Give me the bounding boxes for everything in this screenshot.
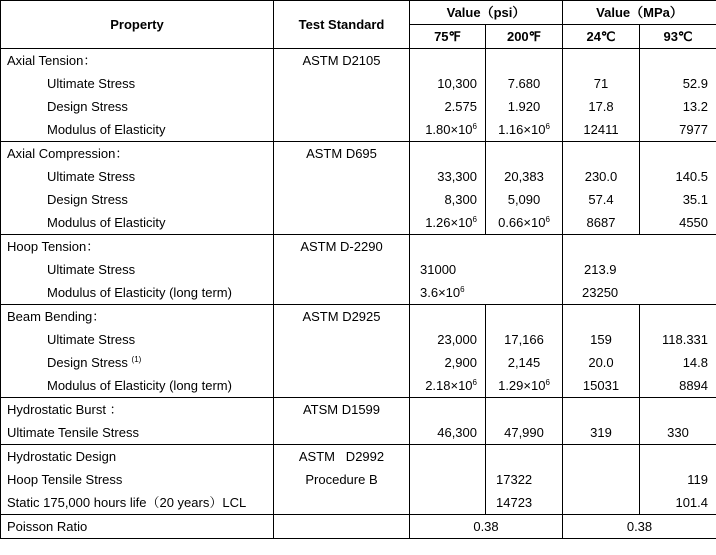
value-24c: 17.8 — [563, 95, 640, 118]
poisson-ratio-row — [1, 515, 716, 539]
value-75f: $1.26\times 10^6$ — [410, 211, 486, 235]
row-label: Modulus of Elasticity (long term) — [1, 374, 274, 398]
row-label: Ultimate Stress — [1, 165, 274, 188]
header-temp-93c: 93℃ — [640, 25, 716, 49]
value-200f: 17322 — [486, 468, 563, 491]
section-axial-tension — [1, 49, 716, 73]
section-title: Axial Tension： — [1, 49, 274, 73]
row-label: Design Stress — [1, 188, 274, 211]
test-standard: ASTM D2925 — [274, 305, 410, 398]
value-mpa: 213.9 — [563, 258, 716, 281]
test-standard: ATSM D1599 — [274, 398, 410, 445]
value-200f: $1.16\times 10^6$ — [486, 118, 563, 142]
value-75f: $2.18\times 10^6$ — [410, 374, 486, 398]
row-label: Modulus of Elasticity (long term) — [1, 281, 274, 305]
value-mpa: 23250 — [563, 281, 716, 305]
value-75f: 2,900 — [410, 351, 486, 374]
row-label: Ultimate Stress — [1, 258, 274, 281]
value-93c: 118.331 — [640, 328, 716, 351]
section-title: Hydrostatic Burst ： — [1, 398, 274, 422]
row-label: Ultimate Stress — [1, 328, 274, 351]
test-standard: ASTM D695 — [274, 142, 410, 235]
value-93c: 8894 — [640, 374, 716, 398]
value-93c: 35.1 — [640, 188, 716, 211]
test-standard: ASTM D2105 — [274, 49, 410, 142]
value-24c: 8687 — [563, 211, 640, 235]
value-200f: 1.920 — [486, 95, 563, 118]
value-24c: 71 — [563, 72, 640, 95]
value-mpa: 0.38 — [563, 515, 716, 539]
row-label: Poisson Ratio — [1, 515, 274, 539]
row-label: Modulus of Elasticity — [1, 211, 274, 235]
section-title: Hydrostatic Design — [1, 445, 274, 469]
value-93c: 119 — [640, 468, 716, 491]
value-93c: 330 — [640, 421, 716, 445]
value-200f: $0.66\times 10^6$ — [486, 211, 563, 235]
header-property: Property — [1, 1, 274, 49]
section-title: Hoop Tension： — [1, 235, 274, 259]
value-75f: 46,300 — [410, 421, 486, 445]
section-beam-bending — [1, 305, 716, 329]
header-temp-200f: 200℉ — [486, 25, 563, 49]
row-label: Design Stress — [1, 95, 274, 118]
value-93c: 4550 — [640, 211, 716, 235]
value-93c: 14.8 — [640, 351, 716, 374]
value-24c: 230.0 — [563, 165, 640, 188]
value-93c: 101.4 — [640, 491, 716, 515]
value-200f: 17,166 — [486, 328, 563, 351]
value-24c: 319 — [563, 421, 640, 445]
value-93c: 7977 — [640, 118, 716, 142]
row-label: Hoop Tensile Stress — [1, 468, 274, 491]
test-standard: ASTM D-2290 — [274, 235, 410, 305]
value-200f: $1.29\times 10^6$ — [486, 374, 563, 398]
table-row — [1, 468, 716, 491]
value-psi: $3.6\times 10^6$ — [410, 281, 563, 305]
value-93c: 13.2 — [640, 95, 716, 118]
value-93c: 140.5 — [640, 165, 716, 188]
section-hydrostatic-burst — [1, 398, 716, 422]
value-24c: 159 — [563, 328, 640, 351]
value-200f: 5,090 — [486, 188, 563, 211]
section-hoop-tension — [1, 235, 716, 259]
header-test-standard: Test Standard — [274, 1, 410, 49]
value-24c: 20.0 — [563, 351, 640, 374]
value-200f: 2,145 — [486, 351, 563, 374]
value-psi: 31000 — [410, 258, 563, 281]
section-title: Beam Bending： — [1, 305, 274, 329]
value-24c: 57.4 — [563, 188, 640, 211]
value-200f: 20,383 — [486, 165, 563, 188]
row-label: Design Stress $^{(1)}$ — [1, 351, 274, 374]
row-label: Ultimate Stress — [1, 72, 274, 95]
value-75f: 2.575 — [410, 95, 486, 118]
section-axial-compression — [1, 142, 716, 166]
row-label: Ultimate Tensile Stress — [1, 421, 274, 445]
test-standard: ASTM D2992 — [274, 445, 410, 469]
value-200f: 14723 — [486, 491, 563, 515]
value-200f: 47,990 — [486, 421, 563, 445]
header-temp-75f: 75℉ — [410, 25, 486, 49]
table-row — [1, 491, 716, 515]
header-temp-24c: 24℃ — [563, 25, 640, 49]
header-value-psi: Value（psi） — [410, 1, 563, 25]
test-standard-procedure: Procedure B — [274, 468, 410, 491]
row-label: Static 175,000 hours life（20 years）LCL — [1, 491, 274, 515]
row-label: Modulus of Elasticity — [1, 118, 274, 142]
header-row — [1, 1, 716, 25]
value-psi: 0.38 — [410, 515, 563, 539]
value-75f: $1.80\times 10^6$ — [410, 118, 486, 142]
value-24c: 15031 — [563, 374, 640, 398]
header-value-mpa: Value（MPa） — [563, 1, 716, 25]
value-75f: 8,300 — [410, 188, 486, 211]
value-75f: 33,300 — [410, 165, 486, 188]
value-75f: 10,300 — [410, 72, 486, 95]
value-93c: 52.9 — [640, 72, 716, 95]
section-title: Axial Compression： — [1, 142, 274, 166]
section-hydrostatic-design — [1, 445, 716, 469]
value-24c: 12411 — [563, 118, 640, 142]
footnote-marker: (1) — [131, 355, 142, 364]
value-200f: 7.680 — [486, 72, 563, 95]
value-75f: 23,000 — [410, 328, 486, 351]
